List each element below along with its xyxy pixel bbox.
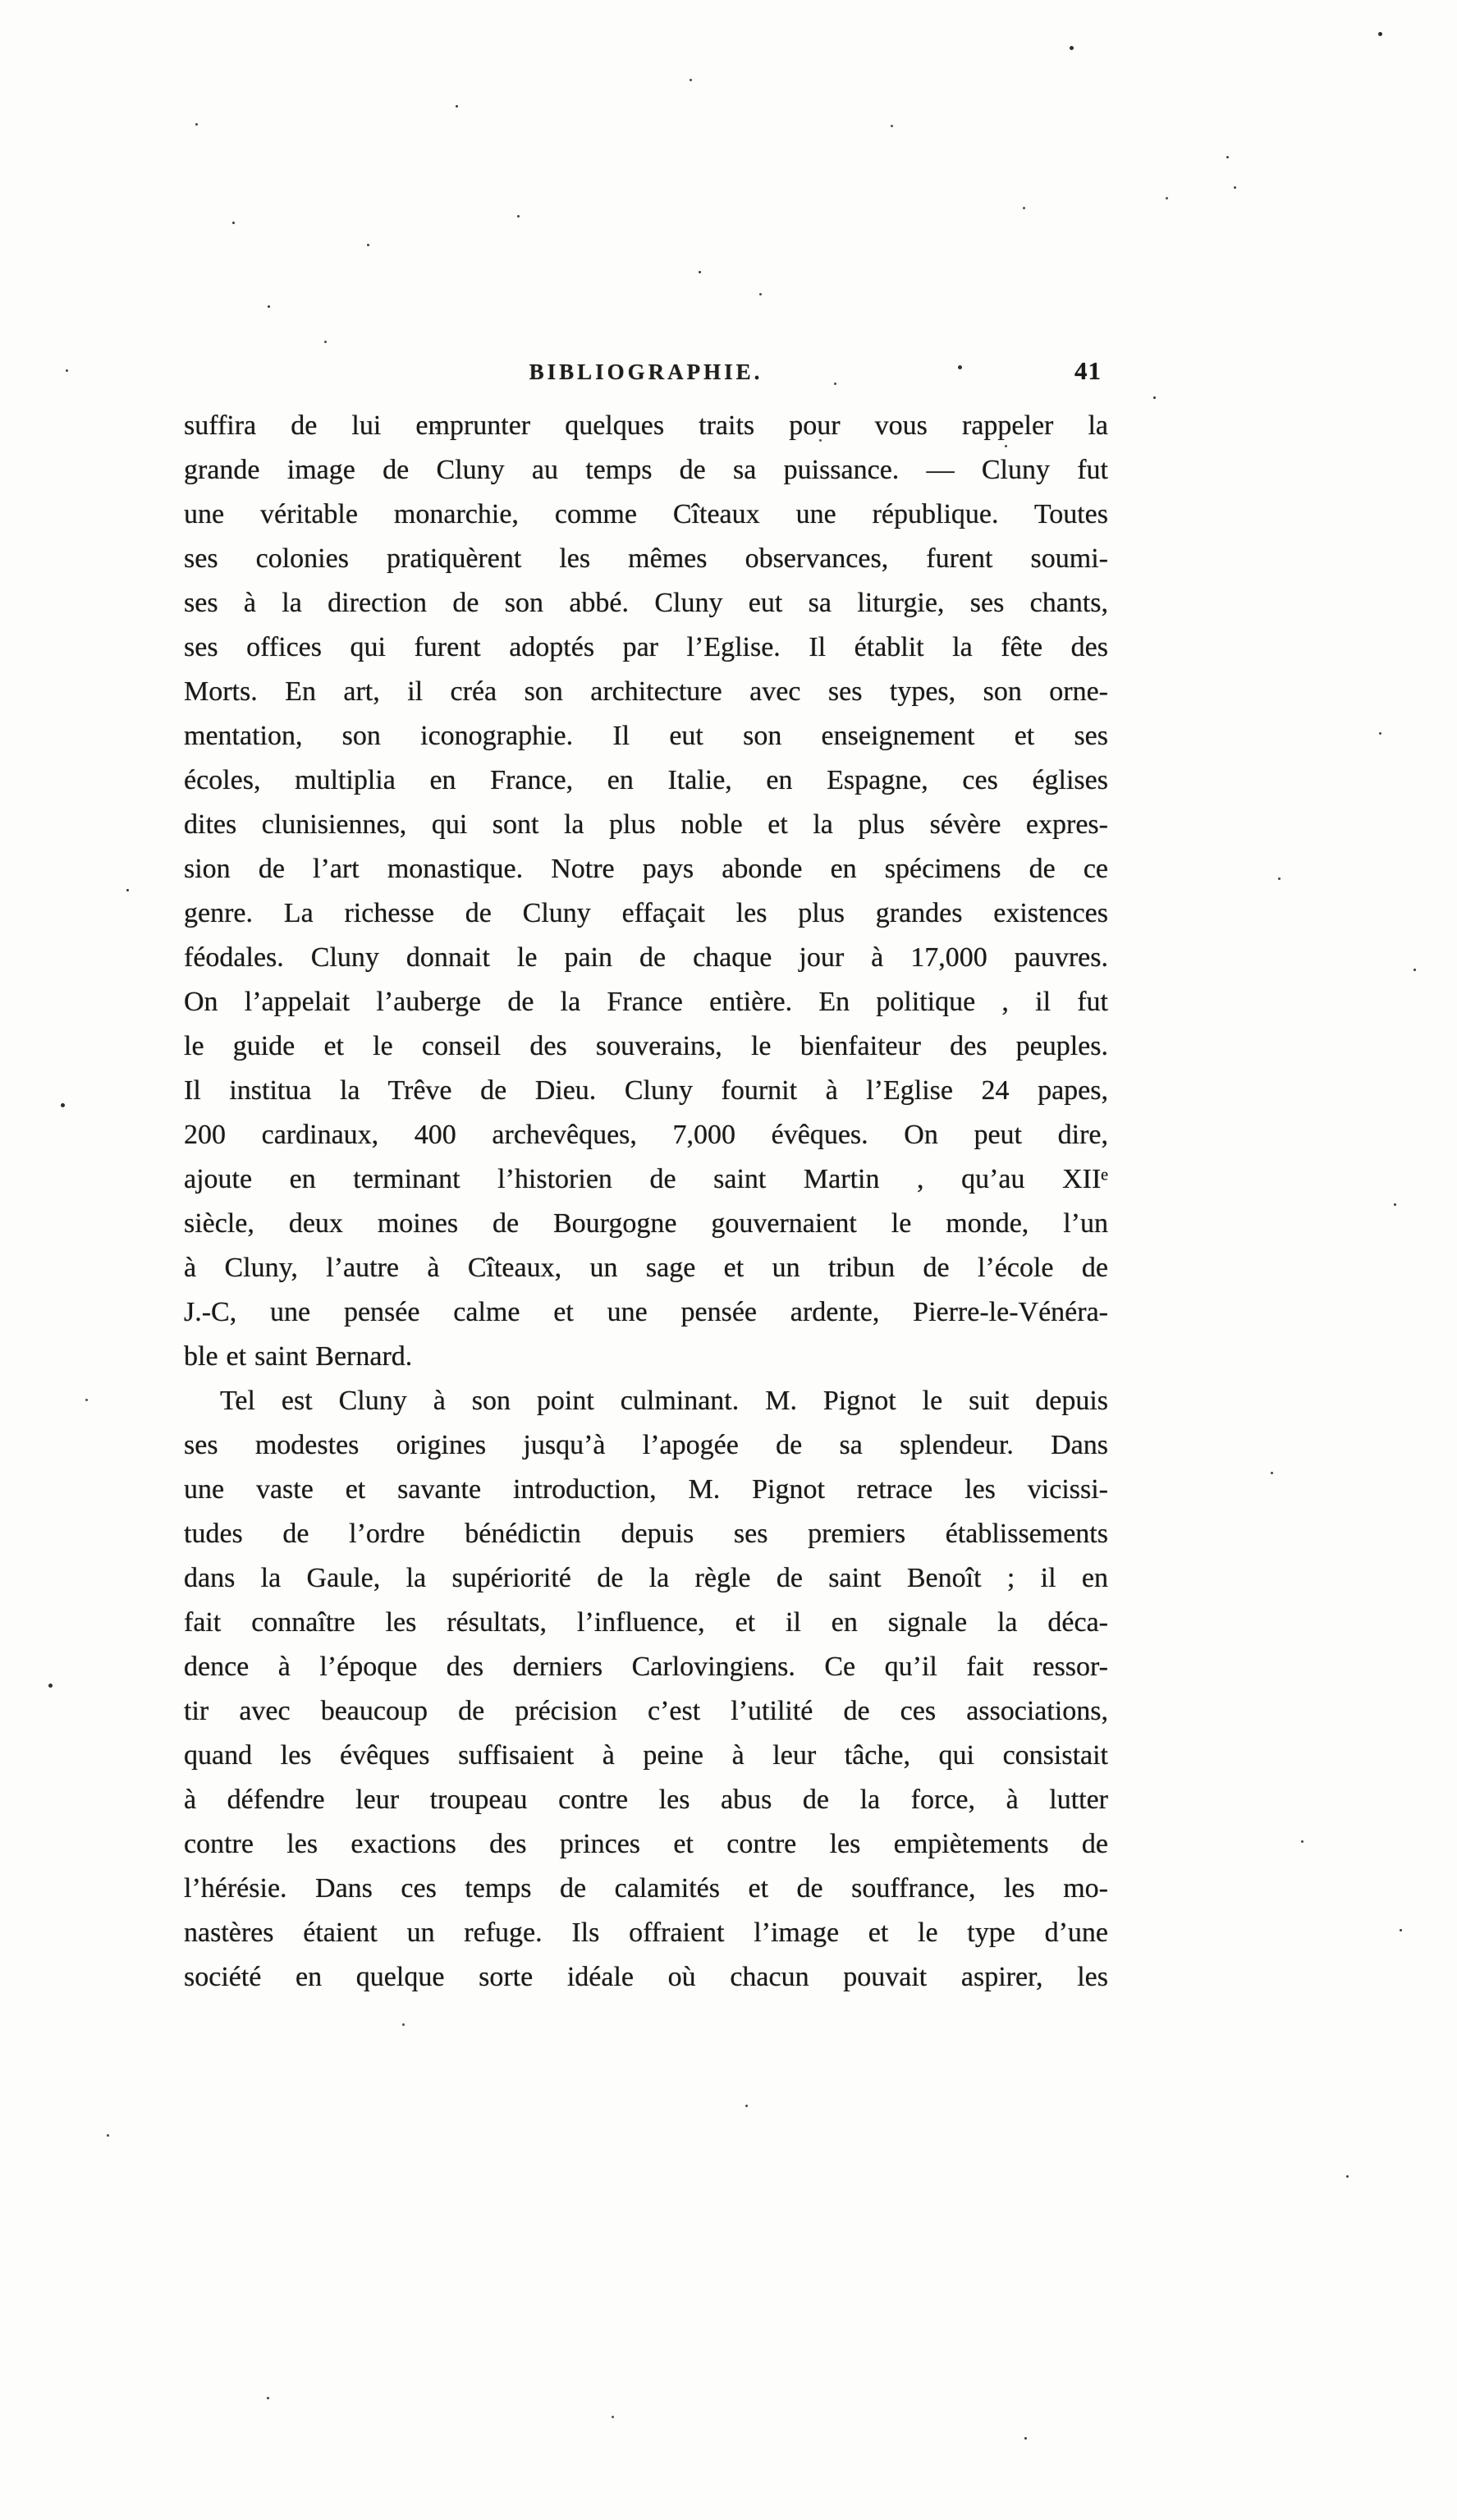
text-line: contre les exactions des princes et contre les empiètements de <box>184 1829 1108 1859</box>
paragraph-2 <box>184 1379 1108 2000</box>
text-block <box>184 356 1108 2000</box>
text-line: dence à l’époque des derniers Carlovingiens. Ce qu’il fait ressor- <box>184 1652 1108 1682</box>
text-line: Tel est Cluny à son point culminant. M. Pignot le suit depuis <box>220 1386 1108 1416</box>
text-line: ses modestes origines jusqu’à l’apogée de sa splendeur. Dans <box>184 1430 1108 1460</box>
text-line: ses offices qui furent adoptés par l’Eglise. Il établit la fête des <box>184 632 1108 662</box>
text-line: société en quelque sorte idéale où chacun pouvait aspirer, les <box>184 1962 1108 1992</box>
running-head <box>184 356 1108 394</box>
text-line: ses colonies pratiquèrent les mêmes observances, furent soumi- <box>184 543 1108 574</box>
text-line: fait connaître les résultats, l’influence, et il en signale la déca- <box>184 1607 1108 1638</box>
text-line: quand les évêques suffisaient à peine à leur tâche, qui consistait <box>184 1740 1108 1771</box>
text-line: écoles, multiplia en France, en Italie, en Espagne, ces églises <box>184 765 1108 795</box>
text-line: tudes de l’ordre bénédictin depuis ses premiers établissements <box>184 1519 1108 1549</box>
text-line: genre. La richesse de Cluny effaçait les plus grandes existences <box>184 898 1108 928</box>
text-line: ses à la direction de son abbé. Cluny eut sa liturgie, ses chants, <box>184 588 1108 618</box>
text-line: siècle, deux moines de Bourgogne gouvernaient le monde, l’un <box>184 1208 1108 1239</box>
text-line: le guide et le conseil des souverains, le bienfaiteur des peuples. <box>184 1031 1108 1061</box>
page-number: 41 <box>1074 356 1102 385</box>
text-line: 200 cardinaux, 400 archevêques, 7,000 évêques. On peut dire, <box>184 1120 1108 1150</box>
text-line: l’hérésie. Dans ces temps de calamités et de souffrance, les mo- <box>184 1873 1108 1904</box>
text-line: suffira de lui emprunter quelques traits pour vous rappeler la <box>184 410 1108 441</box>
text-line: grande image de Cluny au temps de sa puissance. — Cluny fut <box>184 455 1108 485</box>
text-line: à défendre leur troupeau contre les abus de la force, à lutter <box>184 1785 1108 1815</box>
text-line: ajoute en terminant l’historien de saint Martin , qu’au XIIᵉ <box>184 1164 1108 1194</box>
paragraph-1 <box>184 404 1108 1379</box>
text-line: On l’appelait l’auberge de la France entière. En politique , il fut <box>184 987 1108 1017</box>
text-line: une véritable monarchie, comme Cîteaux une république. Toutes <box>184 499 1108 529</box>
text-line: dites clunisiennes, qui sont la plus noble et la plus sévère expres- <box>184 809 1108 840</box>
text-line: sion de l’art monastique. Notre pays abonde en spécimens de ce <box>184 854 1108 884</box>
text-line: féodales. Cluny donnait le pain de chaque jour à 17,000 pauvres. <box>184 942 1108 973</box>
text-line: ble et saint Bernard. <box>184 1341 413 1372</box>
text-line: mentation, son iconographie. Il eut son enseignement et ses <box>184 721 1108 751</box>
text-line: nastères étaient un refuge. Ils offraient l’image et le type d’une <box>184 1917 1108 1948</box>
text-line: tir avec beaucoup de précision c’est l’utilité de ces associations, <box>184 1696 1108 1726</box>
page-title: BIBLIOGRAPHIE. <box>529 360 763 384</box>
text-line: Il institua la Trêve de Dieu. Cluny fournit à l’Eglise 24 papes, <box>184 1075 1108 1106</box>
text-line: une vaste et savante introduction, M. Pignot retrace les vicissi- <box>184 1474 1108 1505</box>
text-line: dans la Gaule, la supériorité de la règle de saint Benoît ; il en <box>184 1563 1108 1593</box>
text-line: J.-C, une pensée calme et une pensée ardente, Pierre-le-Vénéra- <box>184 1297 1108 1327</box>
text-line: à Cluny, l’autre à Cîteaux, un sage et un tribun de l’école de <box>184 1253 1108 1283</box>
text-line: Morts. En art, il créa son architecture avec ses types, son orne- <box>184 676 1108 707</box>
